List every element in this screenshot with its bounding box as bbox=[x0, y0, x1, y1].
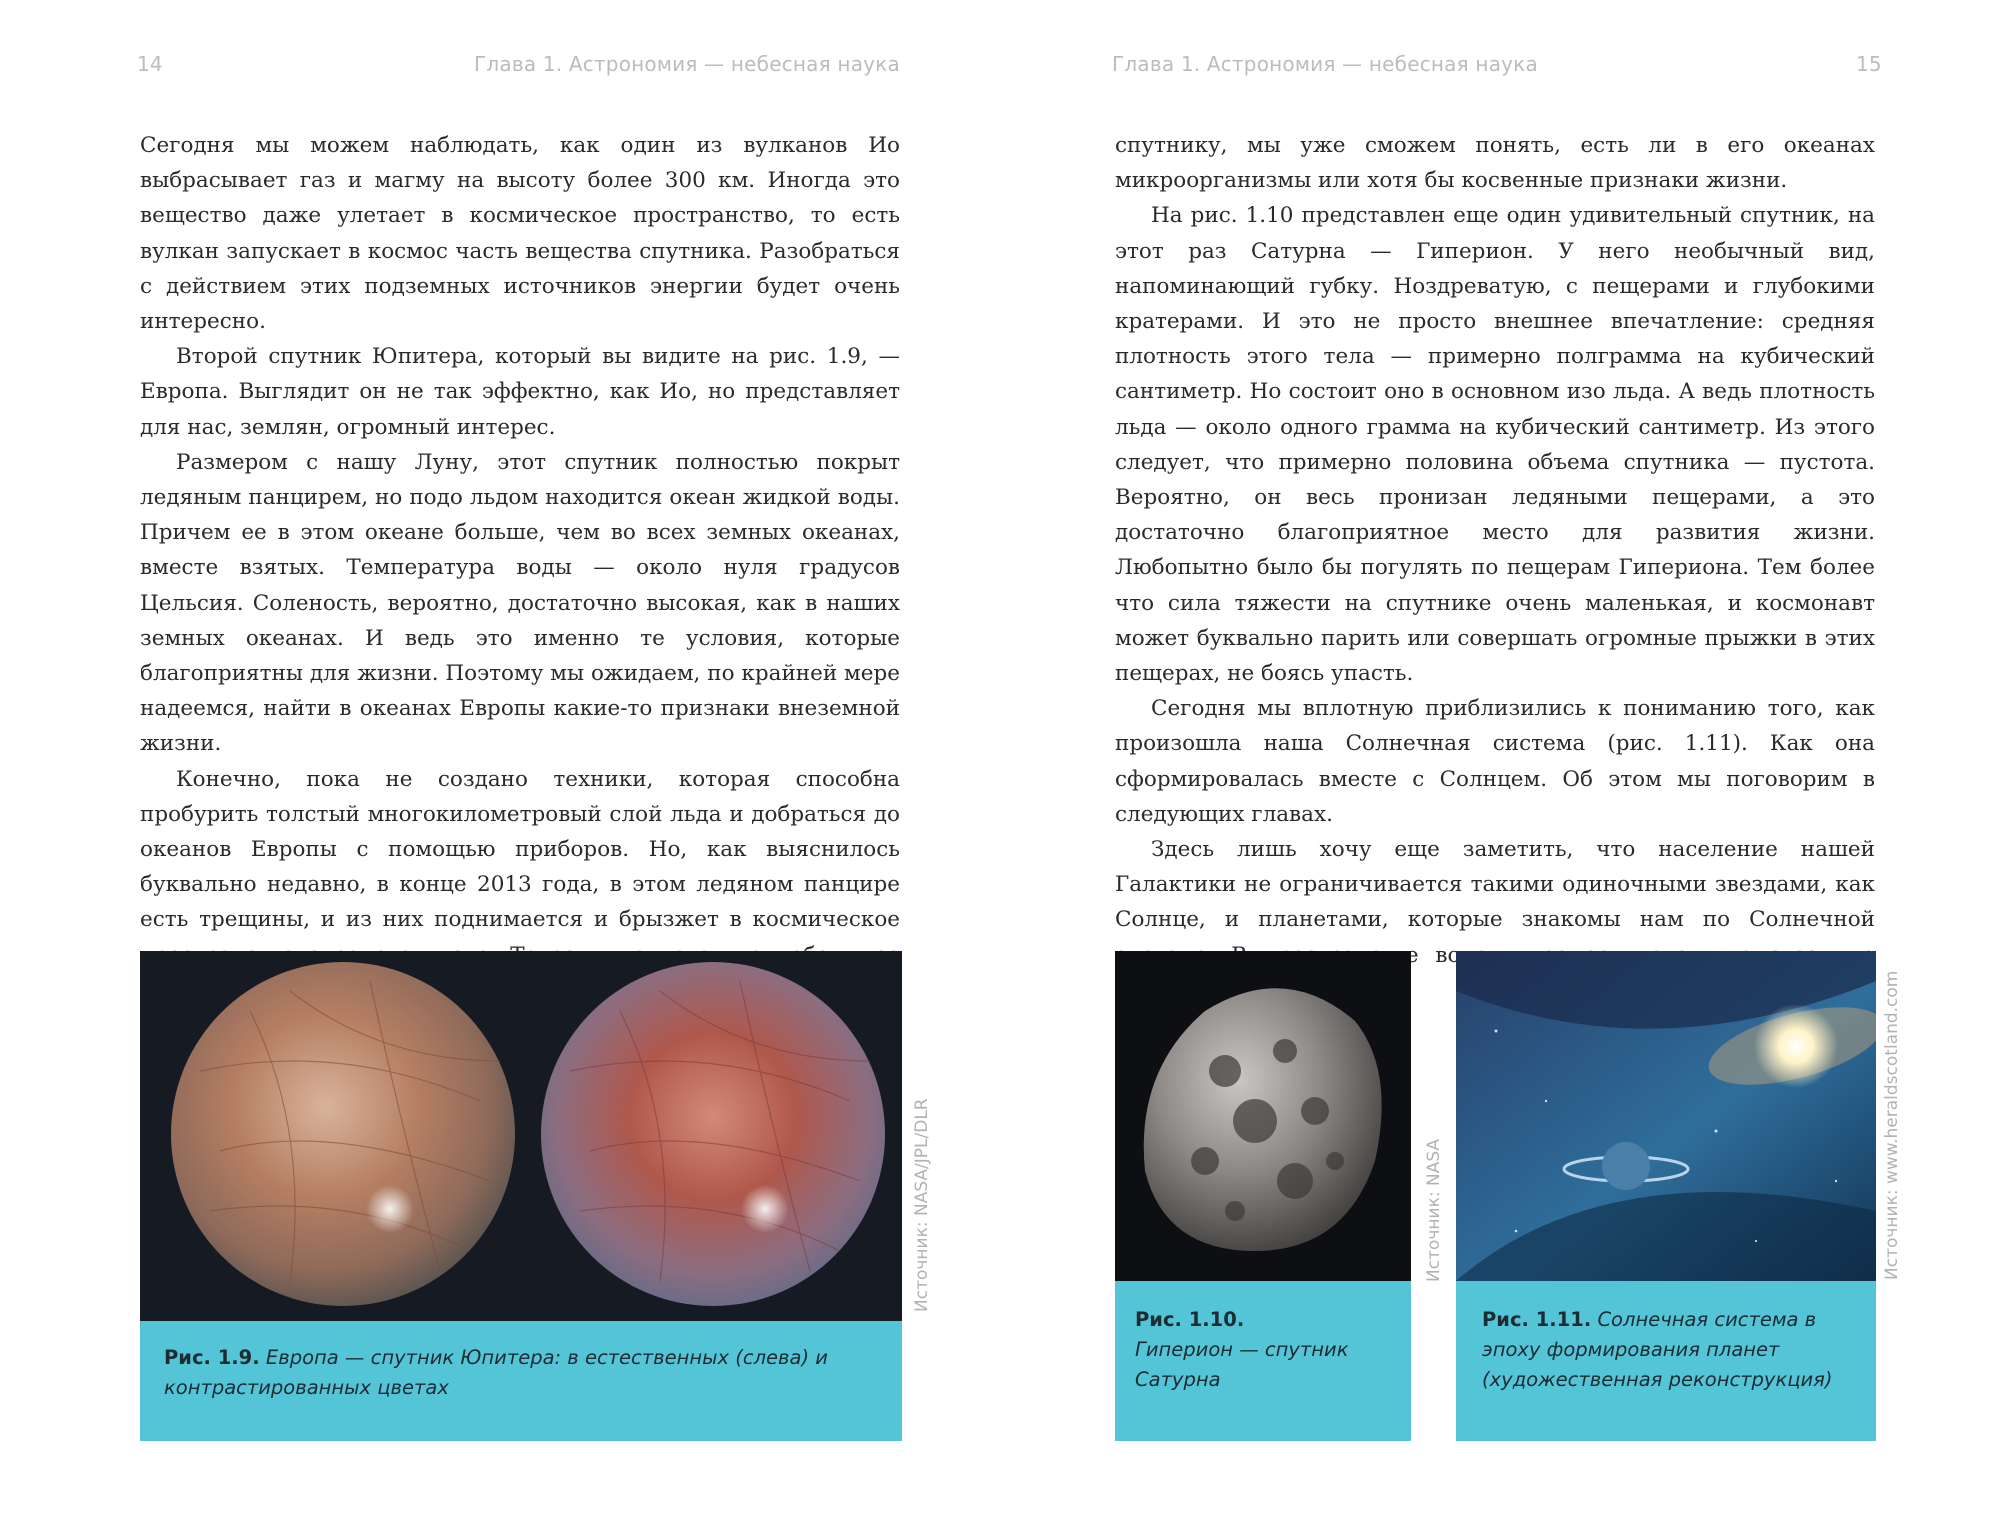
figure-1-11 bbox=[1456, 951, 1876, 1441]
figure-1-10 bbox=[1115, 951, 1411, 1441]
figure-source: Источник: NASA/JPL/DLR bbox=[912, 1098, 932, 1312]
paragraph: Здесь лишь хочу еще заметить, что население нашей Галактики не ограничивается такими одиночными звездами, как Солнце, и планетами, которые знакомы нам по Солнечной bbox=[1115, 837, 1875, 933]
figure-number: Рис. 1.10. bbox=[1135, 1308, 1245, 1331]
hyperion-image bbox=[1115, 951, 1411, 1281]
running-head-left: Глава 1. Астрономия — небесная наука bbox=[474, 52, 900, 76]
figure-source: Источник: NASA bbox=[1424, 1138, 1444, 1282]
page-number-left: 14 bbox=[137, 52, 163, 76]
europa-contrast bbox=[541, 962, 885, 1306]
paragraph: Сегодня мы вплотную приблизились к пониманию того, как произошла наша Солнечная система (рис. 1.11). Как она сформировалась вместе с Солнцем. Об этом мы поговорим в следующих главах. bbox=[1115, 696, 1875, 827]
paragraph: На рис. 1.10 представлен еще один удивительный спутник, на этот раз Сатурна — Гиперион. У него необычный вид, напоминающий губку. Ноздреватую, с пещерами и глубокими кратерами. И это не просто внешнее впечатление: средняя плотность этого тела — примерно полграмма на кубический сантиметр. Но состоит оно в основном изо льда. А ведь плотность льда — около одного грамма на кубический сантиметр. Из этого следует, что примерно половина объема спутника — пустота. Вероятно, он весь пронизан ледяными пещерами, а это достаточно благоприятное место для развития жизни. Любопытно было бы погулять по пещерам Гипериона. Тем более что сила тяжести на спутнике очень маленькая, и космонавт может буквально парить или совершать огромные прыжки в этих пещерах, не боясь упасть. bbox=[1115, 203, 1875, 687]
figure-caption-text: Гиперион — спутник Сатурна bbox=[1135, 1338, 1349, 1391]
left-body-text bbox=[140, 128, 900, 1008]
figure-caption-text: Солнечная система в эпоху формирования планет (художественная реконструкция) bbox=[1482, 1308, 1833, 1391]
page-number-right: 15 bbox=[1856, 52, 1882, 76]
right-body-text bbox=[1115, 128, 1875, 1008]
solar-system-illustration bbox=[1456, 951, 1876, 1281]
figure-1-9 bbox=[140, 951, 902, 1441]
running-head-right: Глава 1. Астрономия — небесная наука bbox=[1112, 52, 1538, 76]
figure-1-11-caption bbox=[1456, 1281, 1876, 1441]
figure-1-9-caption bbox=[140, 1321, 902, 1441]
paragraph: Размером с нашу Луну, этот спутник полностью покрыт ледяным панцирем, но подо льдом находится океан жидкой воды. Причем ее в этом океане больше, чем во всех земных океанах, вместе взятых. Температура воды — около нуля градусов Цельсия. Соленость, вероятно, достаточно высокая, как в наших земных океанах. И ведь это именно те условия, которые благоприятны для жизни. Поэтому мы ожидаем, по крайней мере надеемся, найти в океанах Европы какие-то признаки внеземной жизни. bbox=[140, 449, 900, 757]
paragraph: Сегодня мы можем наблюдать, как один из вулканов Ио выбрасывает газ и магму на высоту более 300 км. Иногда это вещество даже улетает в космическое пространство, то есть вулкан запускает в космос часть вещества спутника. Разобраться с действием этих подземных источников энергии будет очень интересно. bbox=[140, 133, 900, 335]
figure-source: Источник: www.heraldscotland.com bbox=[1882, 970, 1902, 1280]
hyperion-illustration bbox=[1115, 951, 1411, 1281]
figure-number: Рис. 1.9. bbox=[164, 1346, 260, 1369]
europa-illustration bbox=[140, 951, 902, 1321]
paragraph: Второй спутник Юпитера, который вы видите на рис. 1.9, — Европа. Выглядит он не так эффектно, как Ио, но представляет для нас, землян, огромный интерес. bbox=[140, 344, 900, 440]
figure-1-10-caption bbox=[1115, 1281, 1411, 1441]
figure-number: Рис. 1.11. bbox=[1482, 1308, 1592, 1331]
paragraph: спутнику, мы уже сможем понять, есть ли в его океанах микроорганизмы или хотя бы косвенные признаки жизни. bbox=[1115, 133, 1875, 194]
europa-natural bbox=[171, 962, 515, 1306]
figure-caption-text: Европа — спутник Юпитера: в естественных (слева) и контрастированных цветах bbox=[164, 1346, 828, 1399]
paragraph: Конечно, пока не создано техники, которая способна пробурить толстый многокилометровый слой льда и добраться до океанов Европы с помощью приборов. Но, как выяснилось буквально недавно, в конце 2013 года, в этом ледяном панцире есть трещины, и из них поднимается и брызжет в космическое bbox=[140, 766, 900, 933]
right-page bbox=[1000, 0, 2000, 1533]
europa-image bbox=[140, 951, 902, 1321]
solar-system-image bbox=[1456, 951, 1876, 1281]
